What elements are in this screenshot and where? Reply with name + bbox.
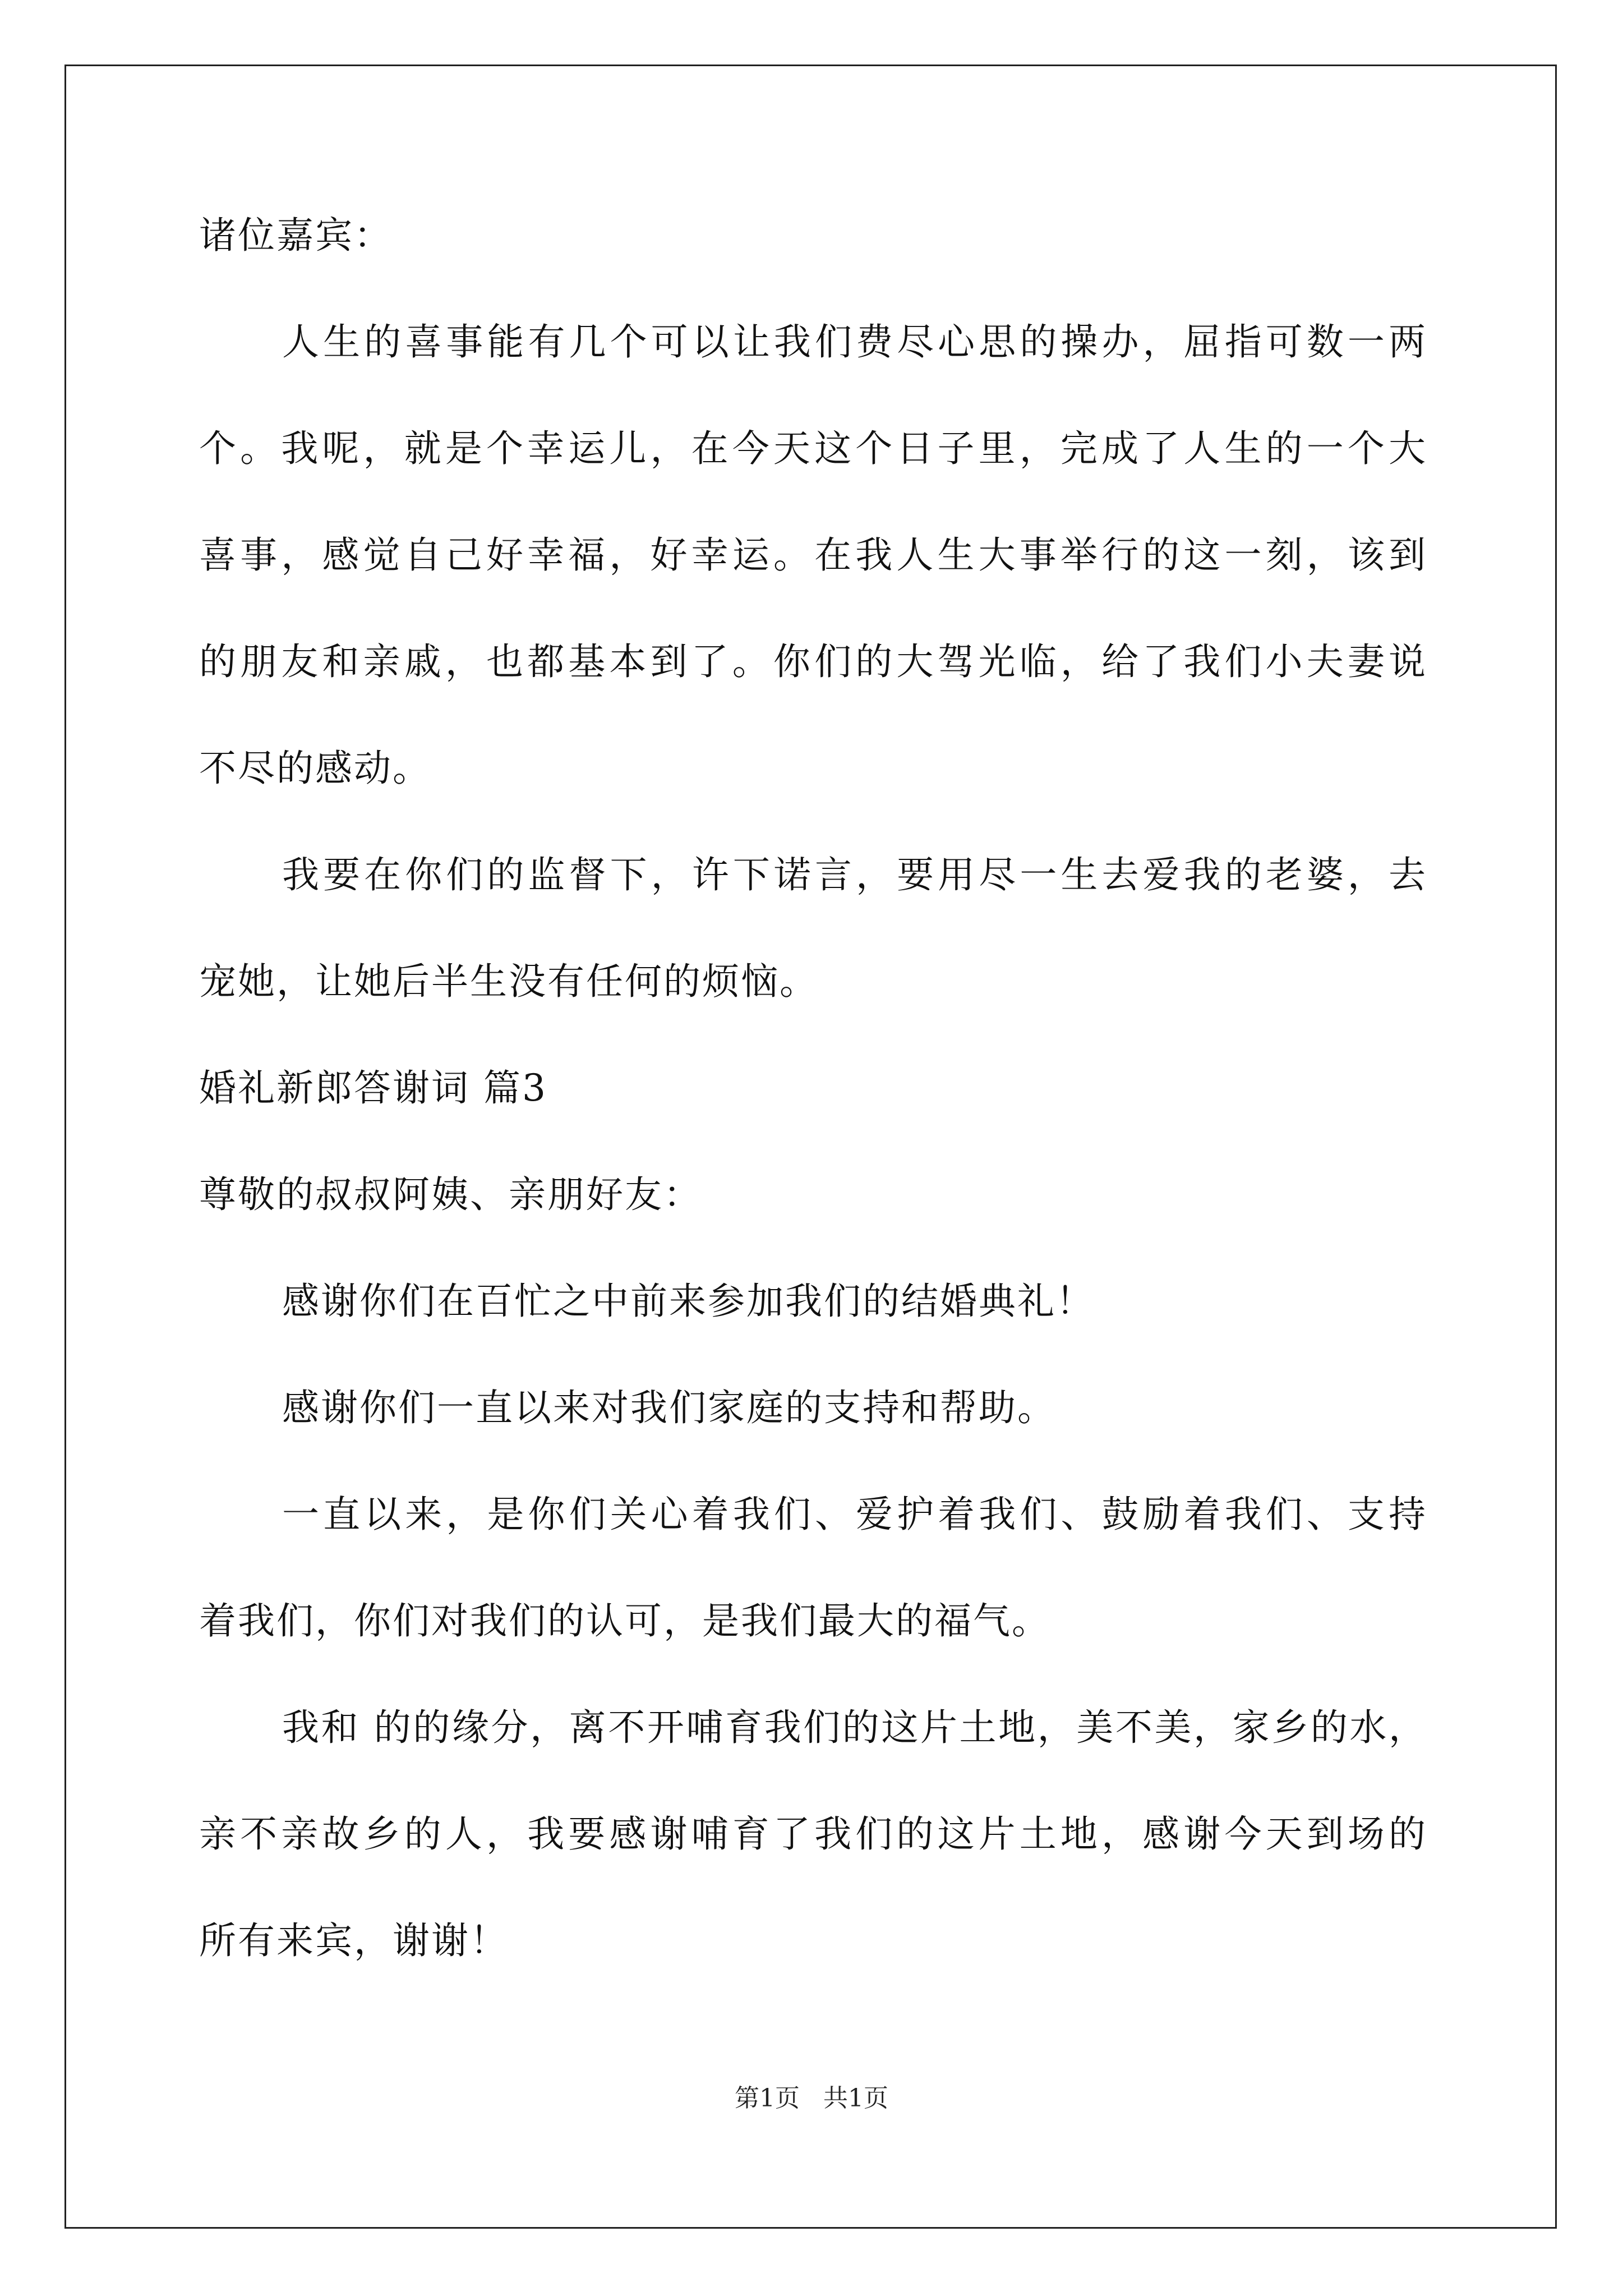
paragraph-line: 所有来宾，谢谢！	[199, 1919, 509, 1962]
salutation: 尊敬的叔叔阿姨、亲朋好友：	[199, 1173, 702, 1216]
paragraph-line: 个。我呢，就是个幸运儿，在今天这个日子里，完成了人生的一个大	[199, 427, 1427, 470]
paragraph-line: 一直以来，是你们关心着我们、爱护着我们、鼓励着我们、支持	[282, 1493, 1427, 1536]
page-number-total: 共1页	[823, 2084, 888, 2113]
page-number-current: 第1页	[735, 2084, 800, 2113]
paragraph-line: 人生的喜事能有几个可以让我们费尽心思的操办，屈指可数一两	[282, 320, 1427, 364]
paragraph-line: 喜事，感觉自己好幸福，好幸运。在我人生大事举行的这一刻，该到	[199, 533, 1427, 577]
salutation: 诸位嘉宾：	[199, 214, 393, 257]
paragraph-line: 亲不亲故乡的人，我要感谢哺育了我们的这片土地，感谢今天到场的	[199, 1812, 1427, 1856]
page-border	[64, 65, 1557, 2229]
paragraph-line: 的朋友和亲戚，也都基本到了。你们的大驾光临，给了我们小夫妻说	[199, 640, 1427, 683]
paragraph-line: 我和 的的缘分，离不开哺育我们的这片土地，美不美，家乡的水，	[282, 1706, 1427, 1749]
paragraph-line: 着我们，你们对我们的认可，是我们最大的福气。	[199, 1599, 1050, 1642]
paragraph-line: 感谢你们一直以来对我们家庭的支持和帮助。	[282, 1386, 1056, 1429]
paragraph-line: 不尽的感动。	[199, 747, 431, 790]
paragraph-line: 我要在你们的监督下，许下诺言，要用尽一生去爱我的老婆，去	[282, 853, 1427, 896]
section-heading: 婚礼新郎答谢词 篇3	[199, 1066, 547, 1110]
paragraph-line: 感谢你们在百忙之中前来参加我们的结婚典礼！	[282, 1280, 1095, 1323]
paragraph-line: 宠她，让她后半生没有任何的烦恼。	[199, 960, 818, 1003]
page-footer	[0, 2083, 1623, 2114]
